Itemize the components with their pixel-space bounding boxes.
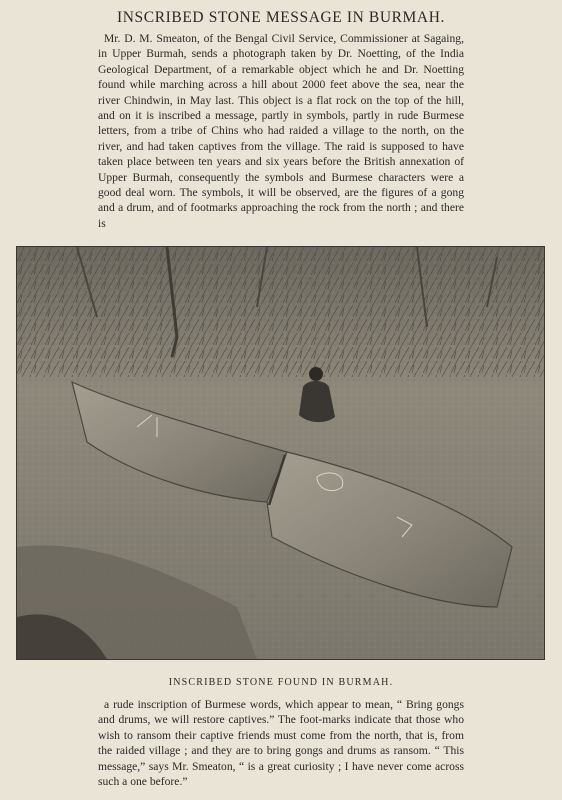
article-title: INSCRIBED STONE MESSAGE IN BURMAH. [117, 9, 445, 26]
photograph-inscribed-stone [16, 246, 545, 660]
photo-illustration [17, 247, 544, 659]
figure-caption: INSCRIBED STONE FOUND IN BURMAH. [168, 677, 394, 688]
article-body-bottom [98, 697, 464, 789]
article-body-top [98, 31, 464, 231]
paragraph-bottom: a rude inscription of Burmese words, which appear to mean, “ Bring gongs and drums, we will restore captives.” The foot-marks indicate that those who wish to ransom their captive friends must come from the north, that is, from the raided village ; and they are to bring gongs and drums as ransom. “ This message,” says Mr. Smeaton, “ is a great curiosity ; I have never come across such a one before.” [98, 698, 464, 789]
paragraph-top: Mr. D. M. Smeaton, of the Bengal Civil Service, Commissioner at Sagaing, in Upper Burmah, sends a photograph taken by Dr. Noetting, of the India Geological Department, of a remarkable object which he and Dr. Noetting found while marching across a hill about 2000 feet above the sea, near the river Chindwin, in May last. This object is a flat rock on the top of the hill, and on it is inscribed a message, partly in symbols, partly in rude Burmese letters, from a tribe of Chins who had raided a village to the north, on the river, and had taken captives from the village. The raid is supposed to have taken place between ten years and six years before the British annexation of Upper Burmah, consequently the symbols and Burmese characters were a good deal worn. The symbols, it will be observed, are the figures of a gong and a drum, and of footmarks approaching the rock from the north ; and there is [98, 32, 464, 230]
